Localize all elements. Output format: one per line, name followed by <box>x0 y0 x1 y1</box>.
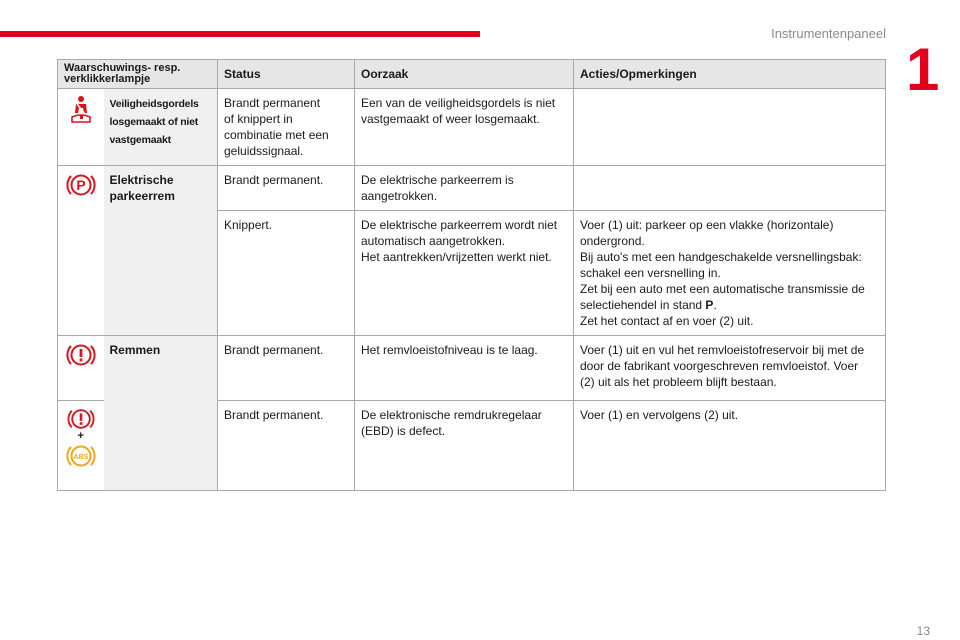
text-line: parkeerrem <box>109 189 175 203</box>
belt-name <box>104 89 218 166</box>
park1-actions <box>574 166 886 211</box>
brake2-actions: Voer (1) en vervolgens (2) uit. <box>574 401 886 491</box>
text-line: door de fabrikant voorgeschreven remvloeistof. Voer <box>580 359 859 373</box>
text-line: Bij auto's met een handgeschakelde versnellingsbak: <box>580 250 862 264</box>
text-line: of knippert in <box>224 112 293 126</box>
park2-actions <box>574 211 886 336</box>
plus-sign: + <box>77 430 84 442</box>
header-status: Status <box>218 60 355 89</box>
text-line: selectiehendel in stand P. <box>580 298 717 312</box>
text-line: Elektrische <box>109 173 174 187</box>
brake1-status: Brandt permanent. <box>218 336 355 401</box>
text-line: losgemaakt of niet <box>109 116 199 128</box>
text-line: combinatie met een <box>224 128 329 142</box>
brake1-cause: Het remvloeistofniveau is te laag. <box>355 336 574 401</box>
warning-lights-table <box>57 59 886 491</box>
brake-warning-icon <box>64 342 98 368</box>
table-row <box>58 89 886 166</box>
text-line: Brandt permanent <box>224 96 321 110</box>
header-red-bar <box>0 31 480 37</box>
header-line: Waarschuwings- resp. <box>64 62 181 74</box>
brake-icon-cell <box>58 336 104 401</box>
text-line: Zet bij een auto met een automatische transmissie de <box>580 282 865 296</box>
header-line: verklikkerlampje <box>64 73 151 85</box>
header-actions: Acties/Opmerkingen <box>574 60 886 89</box>
page-number: 13 <box>916 624 930 638</box>
table-row <box>58 166 886 211</box>
text-line: (2) uit als het probleem blijft bestaan. <box>580 375 777 389</box>
text-line: geluidssignaal. <box>224 144 304 158</box>
header-cause: Oorzaak <box>355 60 574 89</box>
park2-cause <box>355 211 574 336</box>
svg-text:P: P <box>76 177 86 193</box>
text-line: Het aantrekken/vrijzetten werkt niet. <box>361 250 552 264</box>
table-header-row <box>58 60 886 89</box>
text-line: vastgemaakt <box>109 134 171 146</box>
text-line: aangetrokken. <box>361 189 438 203</box>
text-line: Een van de veiligheidsgordels is niet <box>361 96 556 110</box>
parking-brake-icon <box>64 172 98 198</box>
park2-status: Knippert. <box>218 211 355 336</box>
brake2-status: Brandt permanent. <box>218 401 355 491</box>
park1-status: Brandt permanent. <box>218 166 355 211</box>
text-line: De elektronische remdrukregelaar <box>361 408 542 422</box>
park-name <box>104 166 218 336</box>
park1-cause <box>355 166 574 211</box>
belt-cause <box>355 89 574 166</box>
text-line: automatisch aangetrokken. <box>361 234 506 248</box>
brakes-name: Remmen <box>104 336 218 491</box>
table-row <box>58 336 886 401</box>
chapter-number: 1 <box>906 36 940 103</box>
text-line: Zet het contact af en voer (2) uit. <box>580 314 754 328</box>
section-title: Instrumentenpaneel <box>771 26 886 41</box>
text-line: De elektrische parkeerrem wordt niet <box>361 218 558 232</box>
seatbelt-warning-icon <box>68 95 94 125</box>
park-icon-cell <box>58 166 104 336</box>
text-line: (EBD) is defect. <box>361 424 446 438</box>
abs-label: ABS <box>73 454 89 461</box>
brake-warning-icon <box>64 407 98 431</box>
belt-status <box>218 89 355 166</box>
header-warning-light <box>58 60 218 89</box>
text-line: Voer (1) uit en vul het remvloeistofreservoir bij met de <box>580 343 865 357</box>
text-line: schakel een versnelling in. <box>580 266 721 280</box>
belt-actions <box>574 89 886 166</box>
brake2-cause <box>355 401 574 491</box>
abs-warning-icon <box>64 443 98 469</box>
text-line: ondergrond. <box>580 234 645 248</box>
text-line: Veiligheidsgordels <box>109 98 199 110</box>
ebd-icon-cell <box>58 401 104 491</box>
text-line: vastgemaakt of weer losgemaakt. <box>361 112 540 126</box>
brake1-actions <box>574 336 886 401</box>
text-line: Voer (1) uit: parkeer op een vlakke (horizontale) <box>580 218 834 232</box>
text-line: De elektrische parkeerrem is <box>361 173 514 187</box>
belt-icon-cell <box>58 89 104 166</box>
